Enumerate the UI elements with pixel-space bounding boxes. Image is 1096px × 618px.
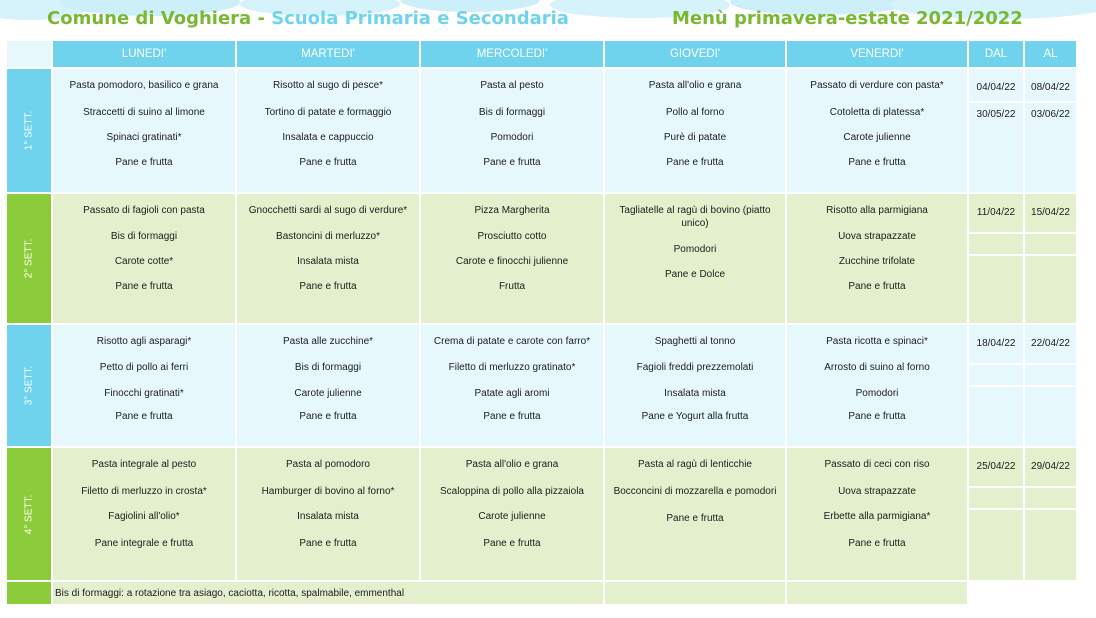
menu-item: Pane e frutta	[299, 538, 357, 549]
date-from	[968, 233, 1024, 255]
menu-item: Uova strapazzate	[838, 231, 916, 242]
menu-item: Pollo al forno	[665, 107, 725, 118]
menu-item: Bastoncini di merluzzo*	[276, 231, 380, 242]
menu-item: Pane e frutta	[483, 157, 541, 168]
menu-item: Pomodori	[673, 244, 717, 255]
notes-empty-cell	[604, 581, 786, 605]
menu-item: Petto di pollo ai ferri	[99, 362, 189, 373]
date-from	[968, 487, 1024, 509]
menu-cell-tuesday	[236, 193, 420, 324]
menu-item: Passato di ceci con riso	[824, 459, 930, 470]
menu-item: Filetto di merluzzo gratinato*	[448, 362, 576, 373]
menu-item: Pomodori	[490, 132, 534, 143]
menu-item: Erbette alla parmigiana*	[823, 511, 931, 522]
menu-item: Scaloppina di pollo alla pizzaiola	[440, 486, 584, 497]
week-row	[6, 324, 1077, 364]
date-from	[968, 386, 1024, 447]
menu-cell-tuesday	[236, 447, 420, 581]
menu-item: Passato di verdure con pasta*	[810, 80, 944, 91]
date-to	[1024, 509, 1077, 581]
menu-item: Pasta al ragù di lenticchie	[638, 459, 752, 470]
menu-item: Carote julienne	[294, 388, 362, 399]
menu-item: Pizza Margherita	[474, 205, 550, 216]
menu-item: Pane e Yogurt alla frutta	[641, 411, 749, 422]
week-label	[6, 447, 52, 581]
menu-cell-friday	[786, 447, 968, 581]
menu-item: Tortino di patate e formaggio	[264, 107, 392, 118]
notes-text: Bis di formaggi: a rotazione tra asiago, caciotta, ricotta, spalmabile, emmenthal	[52, 581, 604, 605]
date-to	[1024, 487, 1077, 509]
menu-cell-wednesday	[420, 324, 604, 447]
menu-cell-friday	[786, 68, 968, 193]
header-separator: -	[257, 8, 265, 29]
menu-cell-thursday	[604, 324, 786, 447]
menu-item: Bis di formaggi	[110, 231, 178, 242]
menu-item: Gnocchetti sardi al sugo di verdure*	[248, 205, 408, 216]
menu-item: Pane e frutta	[848, 157, 906, 168]
menu-item: Cotoletta di platessa*	[829, 107, 925, 118]
col-header-wednesday: MERCOLEDI'	[420, 40, 604, 68]
menu-cell-tuesday	[236, 324, 420, 447]
municipality-name: Comune di Voghiera	[47, 8, 252, 29]
menu-item: Insalata mista	[664, 388, 726, 399]
menu-item: Pane integrale e frutta	[94, 538, 194, 549]
menu-cell-monday	[52, 447, 236, 581]
menu-item: Pane e frutta	[666, 157, 724, 168]
date-from: 11/04/22	[968, 193, 1024, 233]
menu-item: Spinaci gratinati*	[106, 132, 182, 143]
menu-item: Pane e frutta	[299, 281, 357, 292]
menu-item: Pane e frutta	[483, 538, 541, 549]
week-row	[6, 447, 1077, 487]
date-from: 25/04/22	[968, 447, 1024, 487]
menu-item: Insalata e cappuccio	[282, 132, 374, 143]
menu-item: Tagliatelle al ragù di bovino (piatto unico)	[619, 205, 771, 229]
menu-item: Insalata mista	[297, 511, 359, 522]
week-row	[6, 193, 1077, 233]
menu-item: Carote cotte*	[114, 256, 174, 267]
menu-item: Pane e frutta	[115, 157, 173, 168]
menu-item: Bocconcini di mozzarella e pomodori	[613, 486, 777, 497]
menu-item: Purè di patate	[663, 132, 727, 143]
week-label	[6, 324, 52, 447]
menu-cell-monday	[52, 193, 236, 324]
notes-empty-cell	[968, 581, 1077, 605]
menu-item: Passato di fagioli con pasta	[83, 205, 205, 216]
menu-item: Frutta	[498, 281, 526, 292]
menu-item: Straccetti di suino al limone	[83, 107, 205, 118]
week-label	[6, 193, 52, 324]
menu-item: Patate agli aromi	[474, 388, 550, 399]
week-row	[6, 68, 1077, 102]
date-to: 03/06/22	[1024, 102, 1077, 193]
date-from	[968, 509, 1024, 581]
header-corner	[6, 40, 52, 68]
menu-item: Pasta all'olio e grana	[465, 459, 559, 470]
menu-item: Risotto agli asparagi*	[96, 336, 192, 347]
menu-item: Pasta all'olio e grana	[648, 80, 742, 91]
menu-item: Pane e frutta	[115, 411, 173, 422]
menu-cell-wednesday	[420, 193, 604, 324]
col-header-friday: VENERDI'	[786, 40, 968, 68]
col-header-tuesday: MARTEDI'	[236, 40, 420, 68]
menu-item: Pane e Dolce	[664, 269, 726, 280]
menu-item: Pane e frutta	[666, 513, 724, 524]
notes-label-cell	[6, 581, 52, 605]
col-header-monday: LUNEDI'	[52, 40, 236, 68]
week-label-text: 3° SETT.	[23, 365, 35, 406]
menu-item: Finocchi gratinati*	[104, 388, 184, 399]
col-header-to: AL	[1024, 40, 1077, 68]
menu-item: Pane e frutta	[848, 538, 906, 549]
menu-cell-friday	[786, 324, 968, 447]
menu-item: Risotto al sugo di pesce*	[272, 80, 384, 91]
column-header-row	[6, 40, 1077, 68]
menu-item: Pane e frutta	[299, 157, 357, 168]
menu-item: Hamburger di bovino al forno*	[261, 486, 395, 497]
menu-item: Pane e frutta	[483, 411, 541, 422]
menu-item: Crema di patate e carote con farro*	[433, 336, 591, 347]
menu-item: Pasta ricotta e spinaci*	[826, 336, 928, 347]
week-label	[6, 68, 52, 193]
notes-row	[6, 581, 1077, 605]
date-from	[968, 255, 1024, 324]
menu-cell-wednesday	[420, 68, 604, 193]
week-label-text: 2° SETT.	[23, 238, 35, 279]
date-to	[1024, 386, 1077, 447]
menu-item: Bis di formaggi	[478, 107, 546, 118]
menu-item: Carote julienne	[478, 511, 546, 522]
week-label-text: 1° SETT.	[23, 110, 35, 151]
menu-item: Filetto di merluzzo in crosta*	[81, 486, 207, 497]
menu-item: Pasta al pesto	[480, 80, 544, 91]
menu-item: Pane e frutta	[115, 281, 173, 292]
menu-item: Prosciutto cotto	[477, 231, 547, 242]
menu-item: Carote julienne	[843, 132, 911, 143]
menu-item: Risotto alla parmigiana	[826, 205, 928, 216]
menu-item: Pane e frutta	[848, 281, 906, 292]
menu-item: Pane e frutta	[848, 411, 906, 422]
menu-cell-friday	[786, 193, 968, 324]
menu-item: Insalata mista	[297, 256, 359, 267]
menu-item: Fagioli freddi prezzemolati	[636, 362, 754, 373]
date-to: 29/04/22	[1024, 447, 1077, 487]
menu-cell-tuesday	[236, 68, 420, 193]
date-to: 15/04/22	[1024, 193, 1077, 233]
menu-item: Pasta pomodoro, basilico e grana	[69, 80, 219, 91]
menu-cell-thursday	[604, 68, 786, 193]
menu-item: Bis di formaggi	[294, 362, 362, 373]
menu-cell-monday	[52, 324, 236, 447]
menu-cell-monday	[52, 68, 236, 193]
col-header-thursday: GIOVEDI'	[604, 40, 786, 68]
date-from: 30/05/22	[968, 102, 1024, 193]
menu-item: Zucchine trifolate	[838, 256, 916, 267]
menu-item: Spaghetti al tonno	[654, 336, 736, 347]
date-from: 18/04/22	[968, 324, 1024, 364]
week-label-text: 4° SETT.	[23, 494, 35, 534]
menu-title: Menù primavera-estate 2021/2022	[672, 8, 1023, 29]
menu-item: Uova strapazzate	[838, 486, 916, 497]
col-header-from: DAL	[968, 40, 1024, 68]
notes-empty-cell	[786, 581, 968, 605]
menu-cell-thursday	[604, 193, 786, 324]
menu-item: Pasta al pomodoro	[286, 459, 370, 470]
date-from	[968, 364, 1024, 386]
menu-item: Pane e frutta	[299, 411, 357, 422]
date-to	[1024, 233, 1077, 255]
menu-item: Carote e finocchi julienne	[455, 256, 569, 267]
date-to	[1024, 364, 1077, 386]
school-name: Scuola Primaria e Secondaria	[271, 8, 569, 29]
date-to	[1024, 255, 1077, 324]
menu-cell-thursday	[604, 447, 786, 581]
menu-item: Arrosto di suino al forno	[824, 362, 930, 373]
menu-item: Pomodori	[855, 388, 899, 399]
menu-item: Fagiolini all'olio*	[108, 511, 180, 522]
header-title	[47, 8, 569, 29]
menu-item: Pasta alle zucchine*	[282, 336, 374, 347]
date-to: 08/04/22	[1024, 68, 1077, 102]
date-from: 04/04/22	[968, 68, 1024, 102]
menu-item: Pasta integrale al pesto	[91, 459, 197, 470]
menu-cell-wednesday	[420, 447, 604, 581]
date-to: 22/04/22	[1024, 324, 1077, 364]
menu-table	[5, 39, 1078, 606]
